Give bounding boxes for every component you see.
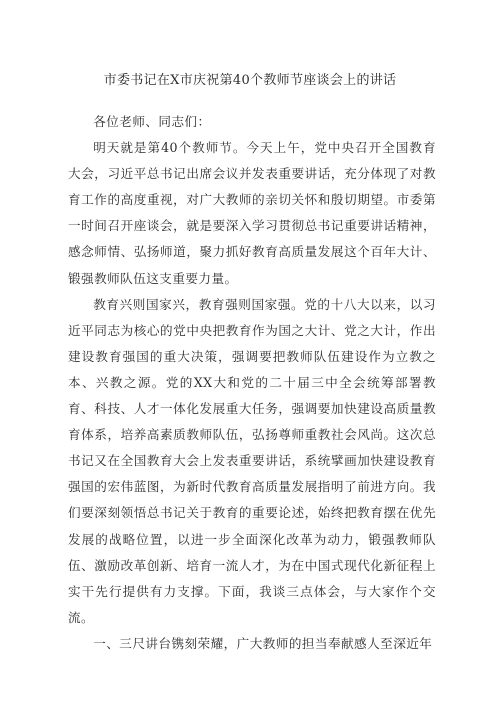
- paragraph-2: 教育兴则国家兴，教育强则国家强。党的十八大以来，以习近平同志为核心的党中央把教育作为国之大计、党之大计，作出建设教育强国的重大决策，强调要把教师队伍建设作为立教之本、兴教之源。党的XX大和党的二十届三中全会统筹部署教育、科技、人才一体化发展重大任务，强调要加快建设高质量教育体系，培养高素质教师队伍，弘扬尊师重教社会风尚。这次总书记又在全国教育大会上发表重要讲话，系统擘画加快建设教育强国的宏伟蓝图，为新时代教育高质量发展指明了前进方向。我们要深刻领悟总书记关于教育的重要论述，始终把教育摆在优先发展的战略位置，以进一步全面深化改革为动力，锻强教师队伍、激励改革创新、培育一流人才，为在中国式现代化新征程上实干先行提供有力支撑。下面，我谈三点体会，与大家作个交流。: [68, 296, 436, 625]
- paragraph-1: 明天就是第40个教师节。今天上午，党中央召开全国教育大会，习近平总书记出席会议并发表重要讲话，充分体现了对教育工作的高度重视，对广大教师的亲切关怀和殷切期望。市委第一时间召开座谈会，就是要深入学习贯彻总书记重要讲话精神，感念师情、弘扬师道，聚力抓好教育高质量发展这个百年大计、锻强教师队伍这支重要力量。: [68, 140, 436, 286]
- paragraph-3: 一、三尺讲台镌刻荣耀，广大教师的担当奉献感人至深近年: [93, 635, 433, 651]
- salutation: 各位老师、同志们：: [93, 114, 211, 129]
- document-title: 市委书记在X市庆祝第40个教师节座谈会上的讲话: [103, 73, 397, 88]
- document-body: [68, 109, 436, 657]
